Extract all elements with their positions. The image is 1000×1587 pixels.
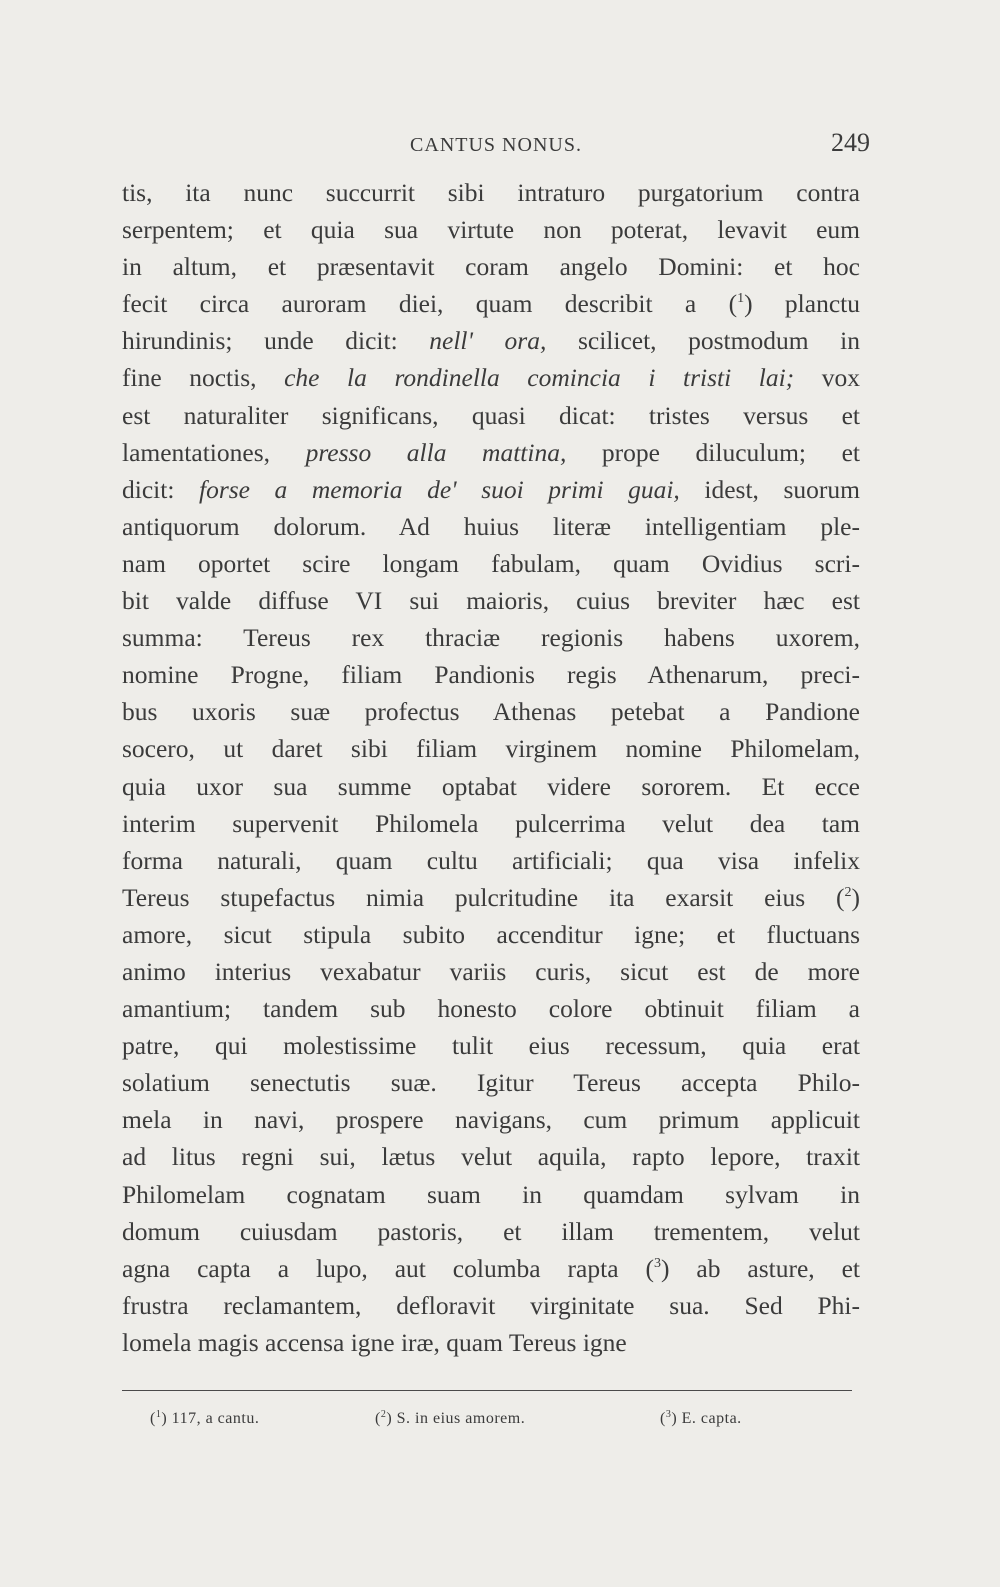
- text-line: [122, 953, 860, 990]
- text-run: vox: [794, 363, 860, 393]
- text-run: hirundinis; unde dicit:: [122, 326, 430, 356]
- text-run: Philomelam cognatam suam in quamdam sylvam in: [122, 1179, 860, 1209]
- text-run: ): [851, 882, 860, 912]
- running-title: CANTUS NONUS.: [410, 134, 582, 156]
- text-line: [122, 1027, 860, 1064]
- text-line: [122, 322, 860, 359]
- text-run: fecit circa auroram diei, quam describit a (: [122, 289, 738, 319]
- footnote-3-marker: 3: [665, 1409, 672, 1420]
- text-line: [122, 1287, 860, 1324]
- text-run: frustra reclamantem, defloravit virginitate sua. Sed Phi-: [122, 1290, 860, 1320]
- running-head: [122, 128, 870, 162]
- text-run: amantium; tandem sub honesto colore obtinuit filiam a: [122, 994, 860, 1024]
- text-line: [122, 1064, 860, 1101]
- footnote-rule: [122, 1390, 852, 1391]
- body-text: [122, 174, 860, 1361]
- text-run: solatium senectutis suæ. Igitur Tereus accepta Philo-: [122, 1068, 860, 1098]
- text-line: [122, 842, 860, 879]
- text-line: [122, 1213, 860, 1250]
- text-run: domum cuiusdam pastoris, et illam trementem, velut: [122, 1216, 860, 1246]
- text-line: [122, 397, 860, 434]
- text-run: socero, ut daret sibi filiam virginem nomine Philomelam,: [122, 734, 860, 764]
- footnote-2-marker: 2: [380, 1409, 387, 1420]
- footnote-1-marker: 1: [155, 1409, 162, 1420]
- text-run: serpentem; et quia sua virtute non poterat, levavit eum: [122, 215, 860, 245]
- text-run: lamentationes,: [122, 437, 306, 467]
- text-run: agna capta a lupo, aut columba rapta (: [122, 1253, 654, 1283]
- text-run: forma naturali, quam cultu artificiali; qua visa infelix: [122, 845, 860, 875]
- text-run: mela in navi, prospere navigans, cum primum applicuit: [122, 1105, 860, 1135]
- text-line: [122, 805, 860, 842]
- italic-quote: che la rondinella comincia i tristi lai;: [284, 363, 795, 393]
- footnote-1-text: 117, a cantu.: [171, 1410, 260, 1427]
- footnotes: [150, 1410, 850, 1440]
- text-line: [122, 1250, 860, 1287]
- text-run: in altum, et præsentavit coram angelo Domini: et hoc: [122, 252, 860, 282]
- text-run: Tereus stupefactus nimia pulcritudine ita exarsit eius (: [122, 882, 845, 912]
- text-line: [122, 730, 860, 767]
- text-run: quia uxor sua summe optabat videre sororem. Et ecce: [122, 771, 860, 801]
- text-run: ) ab asture, et: [660, 1253, 860, 1283]
- italic-quote: presso alla mattina,: [305, 437, 567, 467]
- text-run: bit valde diffuse VI sui maioris, cuius breviter hæc est: [122, 586, 860, 616]
- text-run: prope diluculum; et: [566, 437, 860, 467]
- text-line: [122, 1101, 860, 1138]
- footnote-ref: 2: [844, 884, 852, 900]
- italic-quote: nell' ora,: [429, 326, 547, 356]
- text-line: [122, 434, 860, 471]
- text-line: [122, 285, 860, 322]
- text-run: tis, ita nunc succurrit sibi intraturo purgatorium contra: [122, 178, 860, 207]
- text-line: [122, 211, 860, 248]
- text-line: [122, 1138, 860, 1175]
- italic-quote: forse a memoria de' suoi primi guai,: [198, 474, 680, 504]
- footnote-1: ($^1$) 117, a cantu.: [150, 1409, 260, 1427]
- text-line: [122, 768, 860, 805]
- text-line: [122, 359, 860, 396]
- footnote-ref: 3: [653, 1255, 661, 1271]
- text-line: [122, 248, 860, 285]
- text-run: interim supervenit Philomela pulcerrima velut dea tam: [122, 808, 860, 838]
- text-run: nam oportet scire longam fabulam, quam Ovidius scri-: [122, 548, 860, 578]
- text-line: [122, 471, 860, 508]
- text-run: nomine Progne, filiam Pandionis regis Athenarum, preci-: [122, 660, 860, 690]
- text-line: [122, 693, 860, 730]
- text-line: [122, 990, 860, 1027]
- page-number: 249: [831, 128, 870, 157]
- footnote-ref: 1: [737, 291, 745, 307]
- footnote-3: ($^3$) E. capta.: [660, 1409, 742, 1427]
- text-line: [122, 582, 860, 619]
- footnote-2-text: S. in eius amorem.: [396, 1410, 526, 1427]
- text-run: fine noctis,: [122, 363, 285, 393]
- text-run: summa: Tereus rex thraciæ regionis habens uxorem,: [122, 623, 860, 653]
- text-run: ad litus regni sui, lætus velut aquila, rapto lepore, traxit: [122, 1142, 860, 1172]
- text-line: [122, 879, 860, 916]
- text-line: [122, 619, 860, 656]
- text-line: [122, 1176, 860, 1213]
- text-run: amore, sicut stipula subito accenditur igne; et fluctuans: [122, 919, 860, 949]
- text-line: [122, 174, 860, 211]
- text-run: bus uxoris suæ profectus Athenas petebat a Pandione: [122, 697, 860, 727]
- text-line: [122, 508, 860, 545]
- text-run: dicit:: [122, 474, 199, 504]
- text-line: [122, 545, 860, 582]
- text-run: lomela magis accensa igne iræ, quam Tereus igne: [122, 1327, 627, 1357]
- text-run: patre, qui molestissime tulit eius recessum, quia erat: [122, 1031, 860, 1061]
- text-line: [122, 1324, 860, 1361]
- text-line: [122, 656, 860, 693]
- text-run: scilicet, postmodum in: [546, 326, 860, 356]
- text-run: ) planctu: [744, 289, 860, 319]
- text-run: idest, suorum: [679, 474, 860, 504]
- footnote-3-text: E. capta.: [681, 1410, 742, 1427]
- text-run: est naturaliter significans, quasi dicat: tristes versus et: [122, 400, 860, 430]
- text-line: [122, 916, 860, 953]
- footnote-2: ($^2$) S. in eius amorem.: [375, 1409, 526, 1427]
- text-run: animo interius vexabatur variis curis, sicut est de more: [122, 956, 860, 986]
- text-run: antiquorum dolorum. Ad huius literæ intelligentiam ple-: [122, 511, 860, 541]
